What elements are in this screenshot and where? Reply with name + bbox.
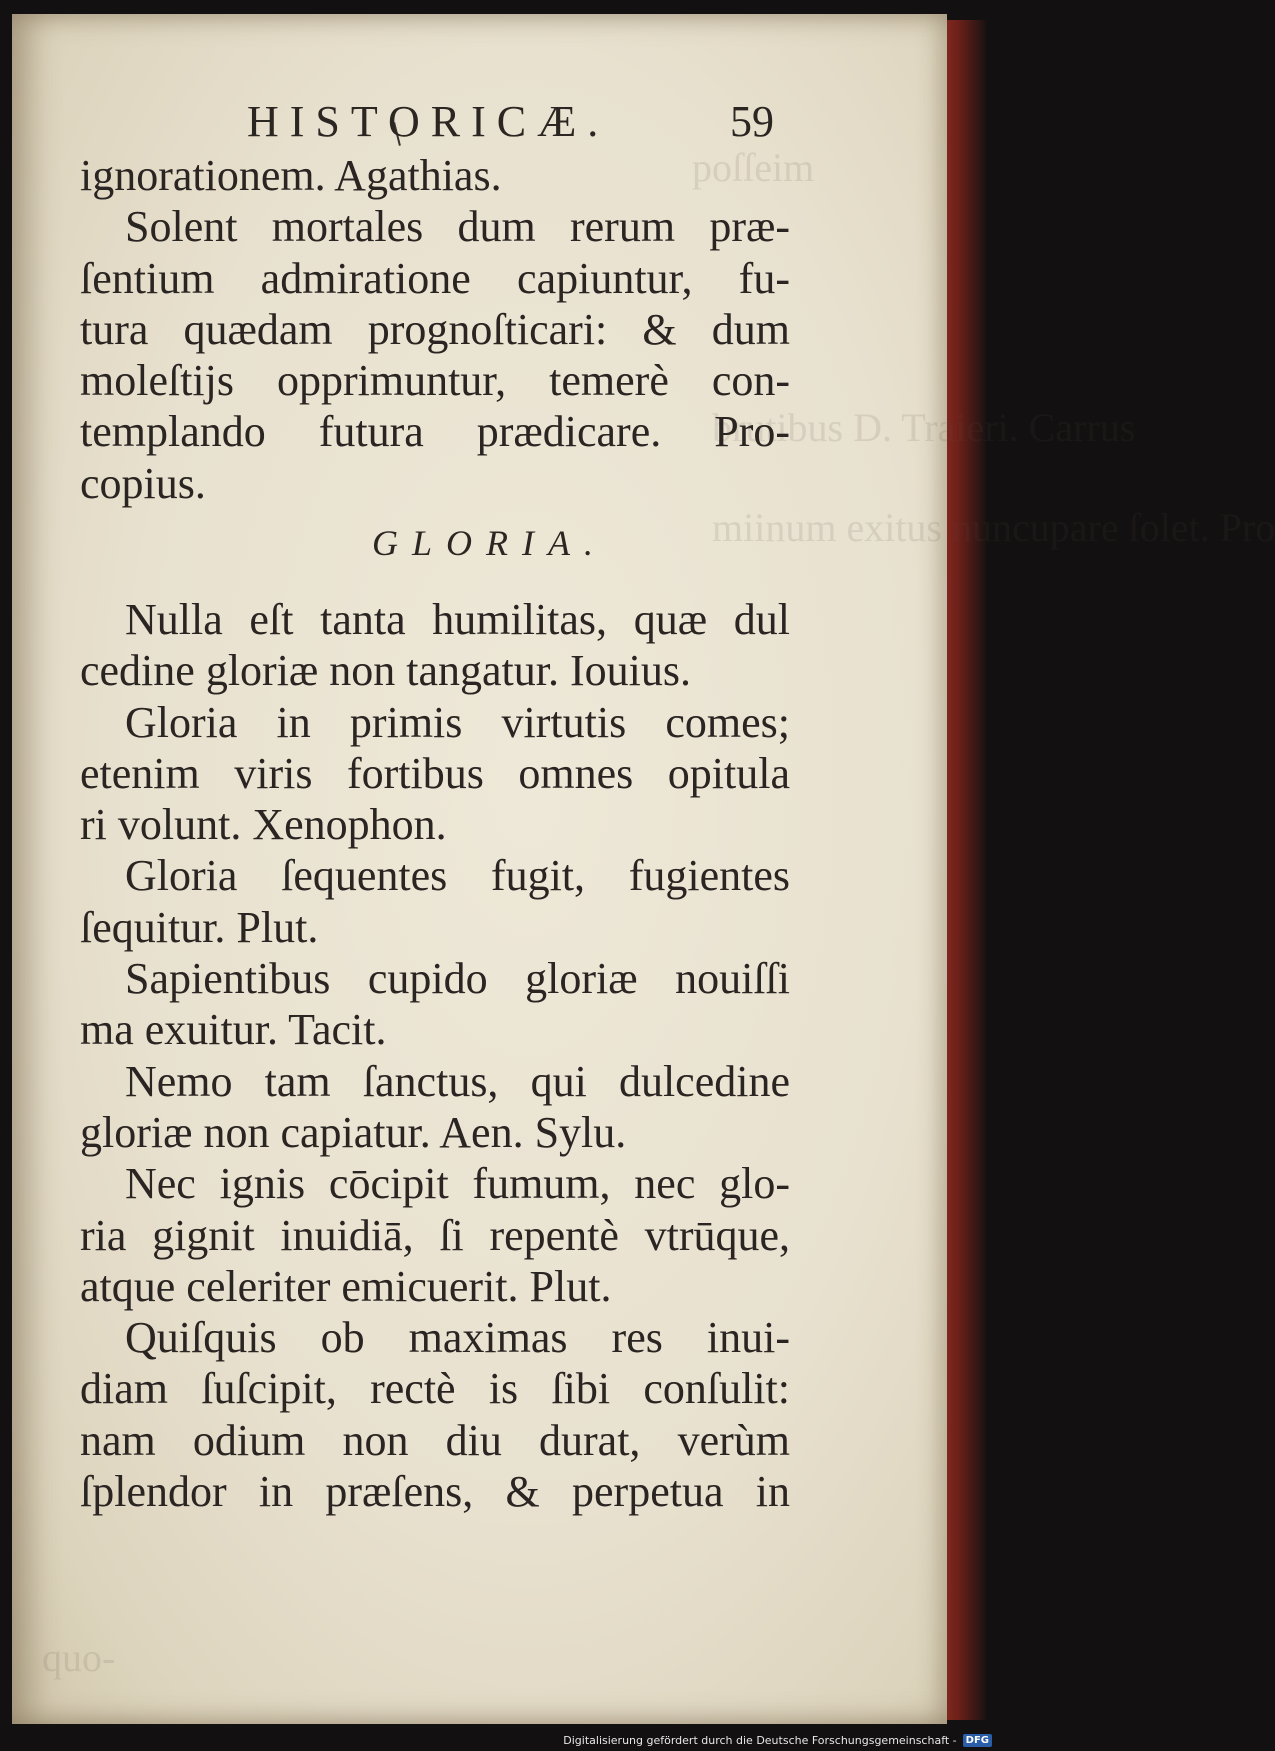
running-head — [12, 84, 947, 144]
text-line: Nulla eſt tanta humilitas, quæ dul — [125, 595, 790, 644]
text-line: ſentium admiratione capiuntur, fu- — [80, 253, 790, 303]
text-line: Gloria ſequentes fugit, fugientes — [125, 851, 790, 901]
text-line: Solent mortales dum rerum præ- — [125, 202, 790, 252]
text-line: gloriæ non capiatur. Aen. Sylu. — [80, 1107, 627, 1157]
text-line: Nec ignis cōcipit fumum, nec glo- — [125, 1159, 790, 1209]
text-line: ſequitur. Plut. — [80, 902, 319, 952]
text-line: tura quædam prognoſticari: & dum — [80, 304, 790, 354]
page-number: 59 — [730, 97, 774, 146]
text-line: nam odium non diu durat, verùm — [80, 1415, 790, 1465]
show-through-text: poſſeim — [692, 145, 815, 190]
text-line: moleſtijs opprimuntur, temerè con- — [80, 356, 790, 406]
section-heading: GLORIA. — [372, 523, 607, 563]
text-line: ri volunt. Xenophon. — [80, 800, 447, 850]
text-line: templando futura prædicare. Pro- — [80, 407, 790, 457]
text-line: ignorationem. Agathias. — [80, 151, 502, 200]
text-line: Sapientibus cupido gloriæ nouiſſi — [125, 954, 790, 1004]
text-line: Quiſquis ob maximas res inui- — [125, 1313, 790, 1363]
text-line: ria gignit inuidiā, ſi repentè vtrūque, — [80, 1210, 790, 1260]
text-line: diam ſuſcipit, rectè is ſibi conſulit: — [80, 1364, 790, 1414]
book-page — [12, 14, 1275, 1724]
text-line: ſplendor in præſens, & perpetua in — [80, 1467, 790, 1517]
text-line: cedine gloriæ non tangatur. Iouius. — [80, 646, 691, 696]
text-line: copius. — [80, 458, 206, 508]
text-line: atque celeriter emicuerit. Plut. — [80, 1261, 612, 1311]
text-line: etenim viris fortibus omnes opitula — [80, 748, 790, 798]
show-through-text: brutibus D. Traieri. Carrus — [712, 405, 1136, 450]
text-line: ma exuitur. Tacit. — [80, 1005, 387, 1055]
credit-text: Digitalisierung gefördert durch die Deutsche Forschungsgemeinschaft - — [563, 1734, 957, 1747]
dfg-logo: DFG — [963, 1734, 992, 1747]
gloria-paragraphs — [80, 594, 790, 1517]
show-through-text: miinum exitus nuncupare ſolet. Pro — [712, 505, 1275, 550]
show-through-text: quo- — [42, 1635, 116, 1680]
running-title: HISTORICÆ. — [247, 97, 610, 146]
digitization-credit — [563, 1734, 992, 1747]
text-line: Gloria in primis virtutis comes; — [125, 697, 790, 747]
text-line: Nemo tam ſanctus, qui dulcedine — [125, 1056, 790, 1106]
opening-paragraphs — [80, 150, 790, 509]
